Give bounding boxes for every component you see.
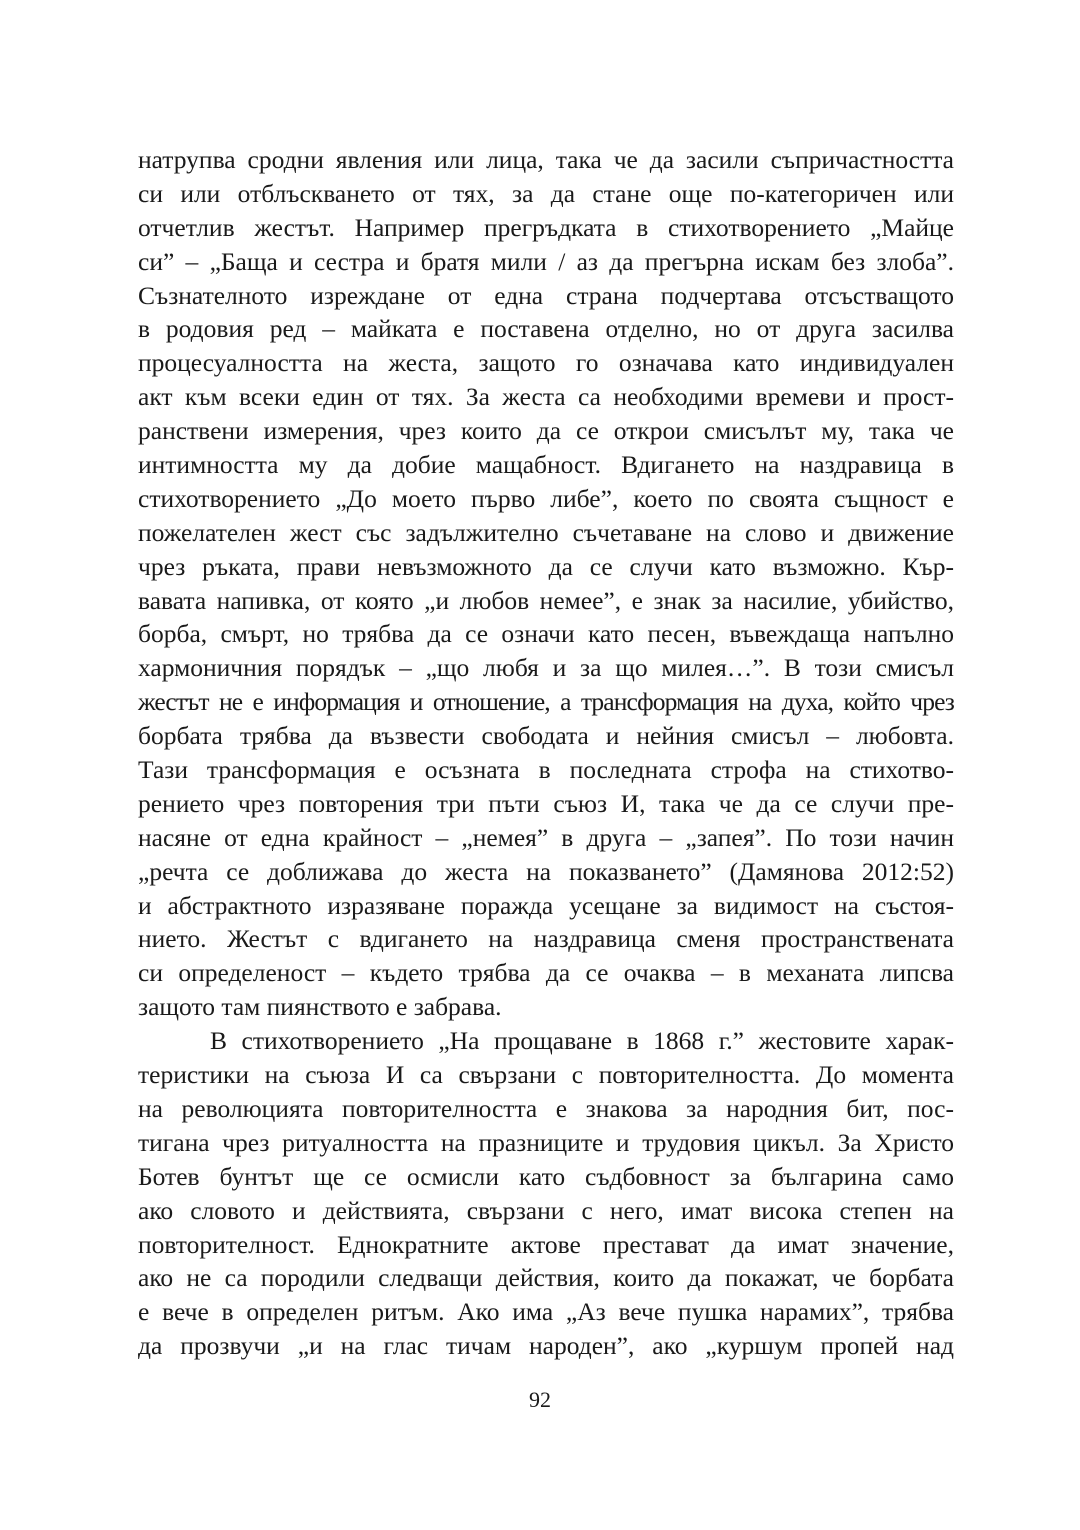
text-line: е вече в определен ритъм. Ако има „Аз вече пушка нарамих”, трябва: [138, 1297, 954, 1327]
text-line: Ботев бунтът ще се осмисли като съдбовност за българина само: [138, 1161, 954, 1191]
text-line: отчетлив жестът. Например прегръдката в стихотворението „Майце: [138, 212, 954, 242]
text-line: си” – „Баща и сестра и братя мили / аз да прегърна искам без злоба”.: [138, 246, 954, 276]
text-line: насяне от една крайност – „немея” в друга – „запея”. По този начин: [138, 822, 954, 852]
paragraph-1: [138, 143, 954, 1024]
text-line: процесуалността на жеста, защото го означава като индивидуален: [138, 348, 954, 378]
text-line: Тази трансформация е осъзната в последната строфа на стихотво-: [138, 755, 954, 785]
text-line: В стихотворението „На прощаване в 1868 г.” жестовите харак-: [210, 1026, 954, 1056]
text-line: „речта се доближава до жеста на показването” (Дамянова 2012:52): [138, 856, 954, 886]
text-line: в родовия ред – майката е поставена отделно, но от друга засилва: [138, 314, 954, 344]
text-line: вавата напивка, от която „и любов немее”, е знак за насилие, убийство,: [138, 585, 954, 615]
text-line: хармоничния порядък – „що любя и за що милея…”. В този смисъл: [138, 653, 954, 683]
text-line: ранствени измерения, чрез които да се открои смисълът му, така че: [138, 416, 954, 446]
paragraph-2: [138, 1024, 954, 1363]
text-line: натрупва сродни явления или лица, така че да засили съпричастността: [138, 145, 954, 174]
text-line: чрез ръката, прави невъзможното да се случи като възможно. Кър-: [138, 551, 954, 581]
text-line: Съзнателното изреждане от една страна подчертава отсъстващото: [138, 280, 954, 310]
text-line: борба, смърт, но трябва да се означи като песен, въвеждаща напълно: [138, 619, 954, 649]
text-line: си определеност – където трябва да се очаква – в механата липсва: [138, 958, 954, 988]
text-line: да прозвучи „и на глас тичам народен”, ако „куршум пропей над: [138, 1331, 954, 1361]
text-line: интимността му да добие мащабност. Вдигането на наздравица в: [138, 450, 954, 480]
text-line: тигана чрез ритуалността на празниците и трудовия цикъл. За Христо: [138, 1127, 954, 1157]
text-line: на революцията повторителността е знакова за народния бит, пос-: [138, 1093, 954, 1123]
text-line: борбата трябва да възвести свободата и нейния смисъл – любовта.: [138, 721, 954, 751]
text-line: защото там пиянството е забрава.: [138, 992, 502, 1022]
text-line: акт към всеки един от тях. За жеста са необходими времеви и прост-: [138, 382, 954, 412]
text-line: теристики на съюза И са свързани с повторителността. До момента: [138, 1060, 954, 1090]
text-line: и абстрактното изразяване поражда усещане за видимост на състоя-: [138, 890, 954, 920]
text-line: жестът не е информация и отношение, а трансформация на духа, който чрез: [138, 687, 954, 717]
body-text: [138, 143, 954, 1363]
text-line: стихотворението „До моето първо либе”, което по своята същност е: [138, 483, 954, 513]
text-line: нието. Жестът с вдигането на наздравица сменя пространствената: [138, 924, 954, 954]
page-number: 92: [529, 1387, 551, 1412]
text-line: рението чрез повторения три пъти съюз И, така че да се случи пре-: [138, 788, 954, 818]
text-line: ако не са породили следващи действия, които да покажат, че борбата: [138, 1263, 954, 1293]
text-line: ако словото и действията, свързани с него, имат висока степен на: [138, 1195, 954, 1225]
text-line: пожелателен жест със задължително съчетаване на слово и движение: [138, 517, 954, 547]
text-line: си или отблъскването от тях, за да стане още по-категоричен или: [138, 178, 954, 208]
text-line: повторителност. Еднократните актове престават да имат значение,: [138, 1229, 954, 1259]
